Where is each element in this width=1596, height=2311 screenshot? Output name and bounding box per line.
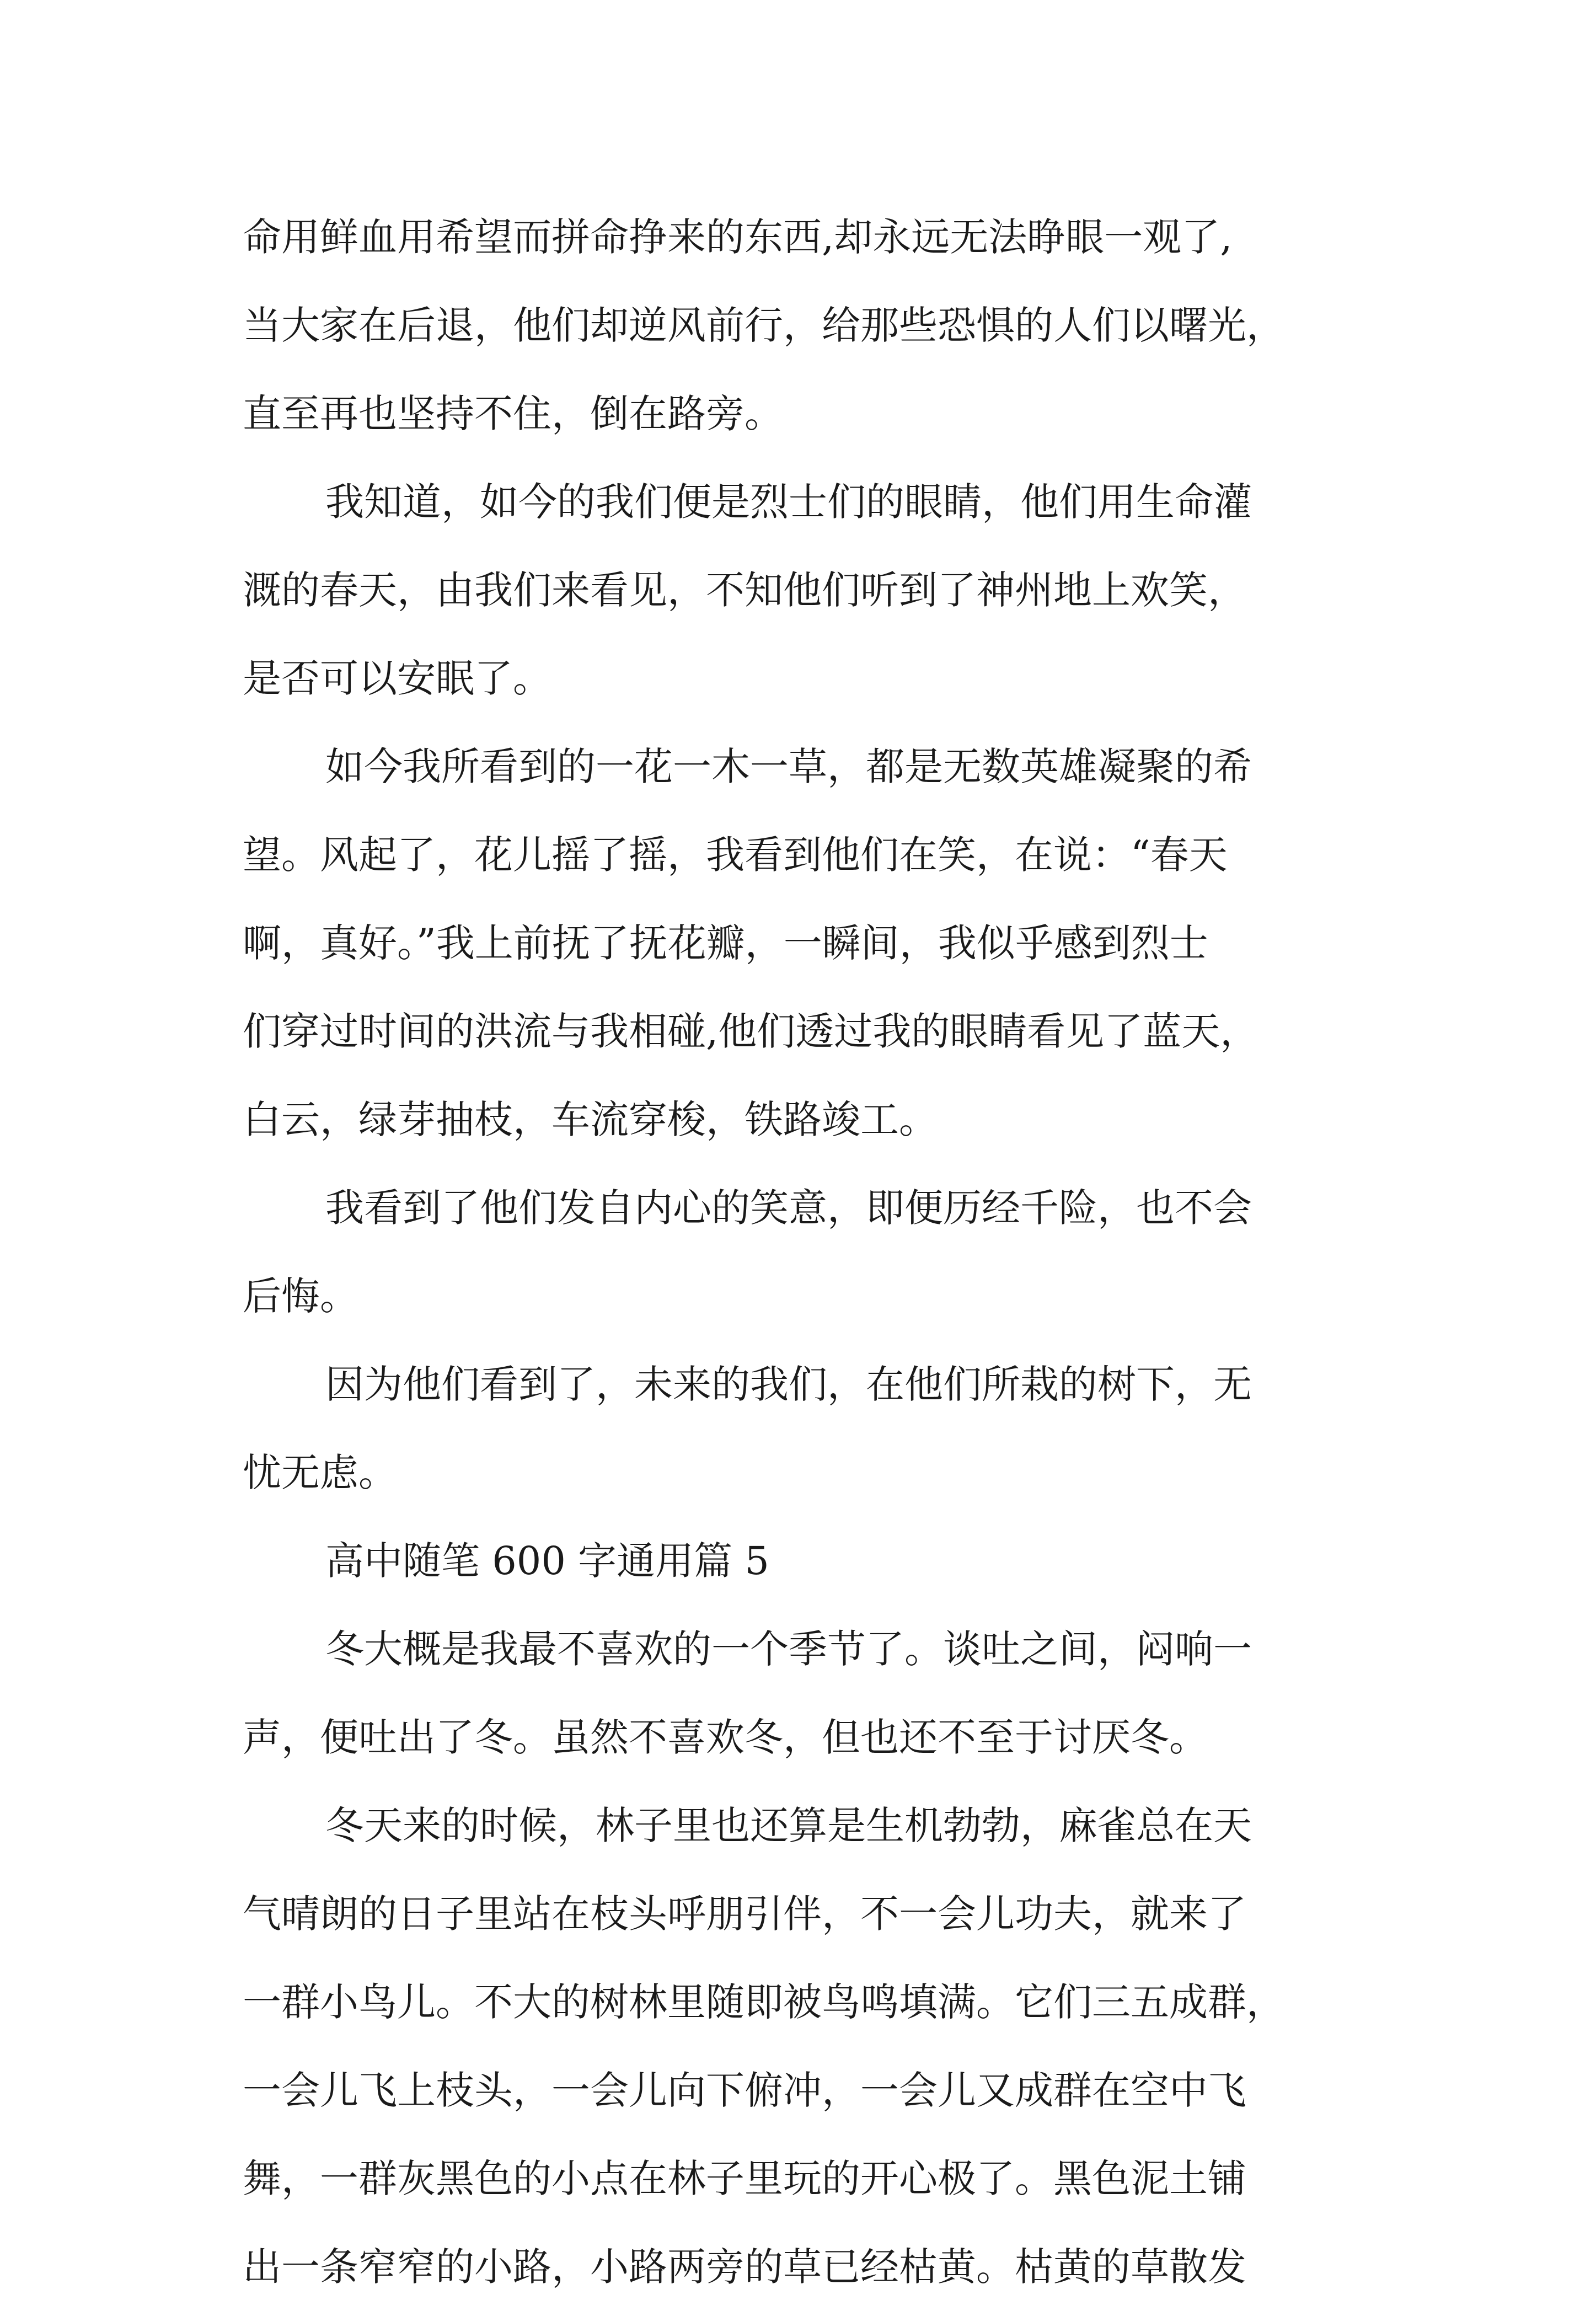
text-line: 后悔。 [243,1274,358,1319]
paragraph-start-line: 冬天来的时候，林子里也还算是生机勃勃，麻雀总在天 [325,1803,1252,1848]
text-line: 溉的春天，由我们来看见，不知他们听到了神州地上欢笑， [243,568,1246,613]
text-line: 当大家在后退，他们却逆风前行，给那些恐惧的人们以曙光， [243,303,1285,348]
text-line: 出一条窄窄的小路，小路两旁的草已经枯黄。枯黄的草散发 [243,2244,1246,2289]
text-line: 命用鲜血用希望而拼命挣来的东西,却永远无法睁眼一观了, [243,215,1233,260]
text-line: 白云，绿芽抽枝，车流穿梭，铁路竣工。 [243,1097,938,1142]
text-line: 啊，真好。”我上前抚了抚花瓣，一瞬间，我似乎感到烈士 [243,921,1208,966]
text-line: 直至再也坚持不住，倒在路旁。 [243,391,783,436]
paragraph-start-line: 我知道，如今的我们便是烈士们的眼睛，他们用生命灌 [325,479,1252,525]
paragraph-start-line: 冬大概是我最不喜欢的一个季节了。谈吐之间，闷响一 [325,1627,1252,1672]
text-line: 望。风起了，花儿摇了摇，我看到他们在笑，在说：“春天 [243,832,1228,878]
paragraph-start-line: 因为他们看到了，未来的我们，在他们所栽的树下，无 [325,1362,1252,1407]
paragraph-start-line: 如今我所看到的一花一木一草，都是无数英雄凝聚的希 [325,744,1252,789]
paragraph-start-line: 我看到了他们发自内心的笑意，即便历经千险，也不会 [325,1185,1252,1231]
text-line: 一会儿飞上枝头，一会儿向下俯冲，一会儿又成群在空中飞 [243,2068,1246,2113]
text-line: 舞，一群灰黑色的小点在林子里玩的开心极了。黑色泥土铺 [243,2156,1246,2201]
text-line: 一群小鸟儿。不大的树林里随即被鸟鸣填满。它们三五成群， [243,1980,1285,2025]
essay-body [243,193,1368,2311]
text-line: 忧无虑。 [243,1450,397,1495]
text-line: 声，便吐出了冬。虽然不喜欢冬，但也还不至于讨厌冬。 [243,1715,1208,1760]
text-line: 是否可以安眠了。 [243,656,551,701]
text-line: 气晴朗的日子里站在枝头呼朋引伴，不一会儿功夫，就来了 [243,1891,1246,1936]
text-line: 们穿过时间的洪流与我相碰,他们透过我的眼睛看见了蓝天， [243,1009,1259,1054]
section-heading: 高中随笔 600 字通用篇 5 [325,1538,769,1584]
